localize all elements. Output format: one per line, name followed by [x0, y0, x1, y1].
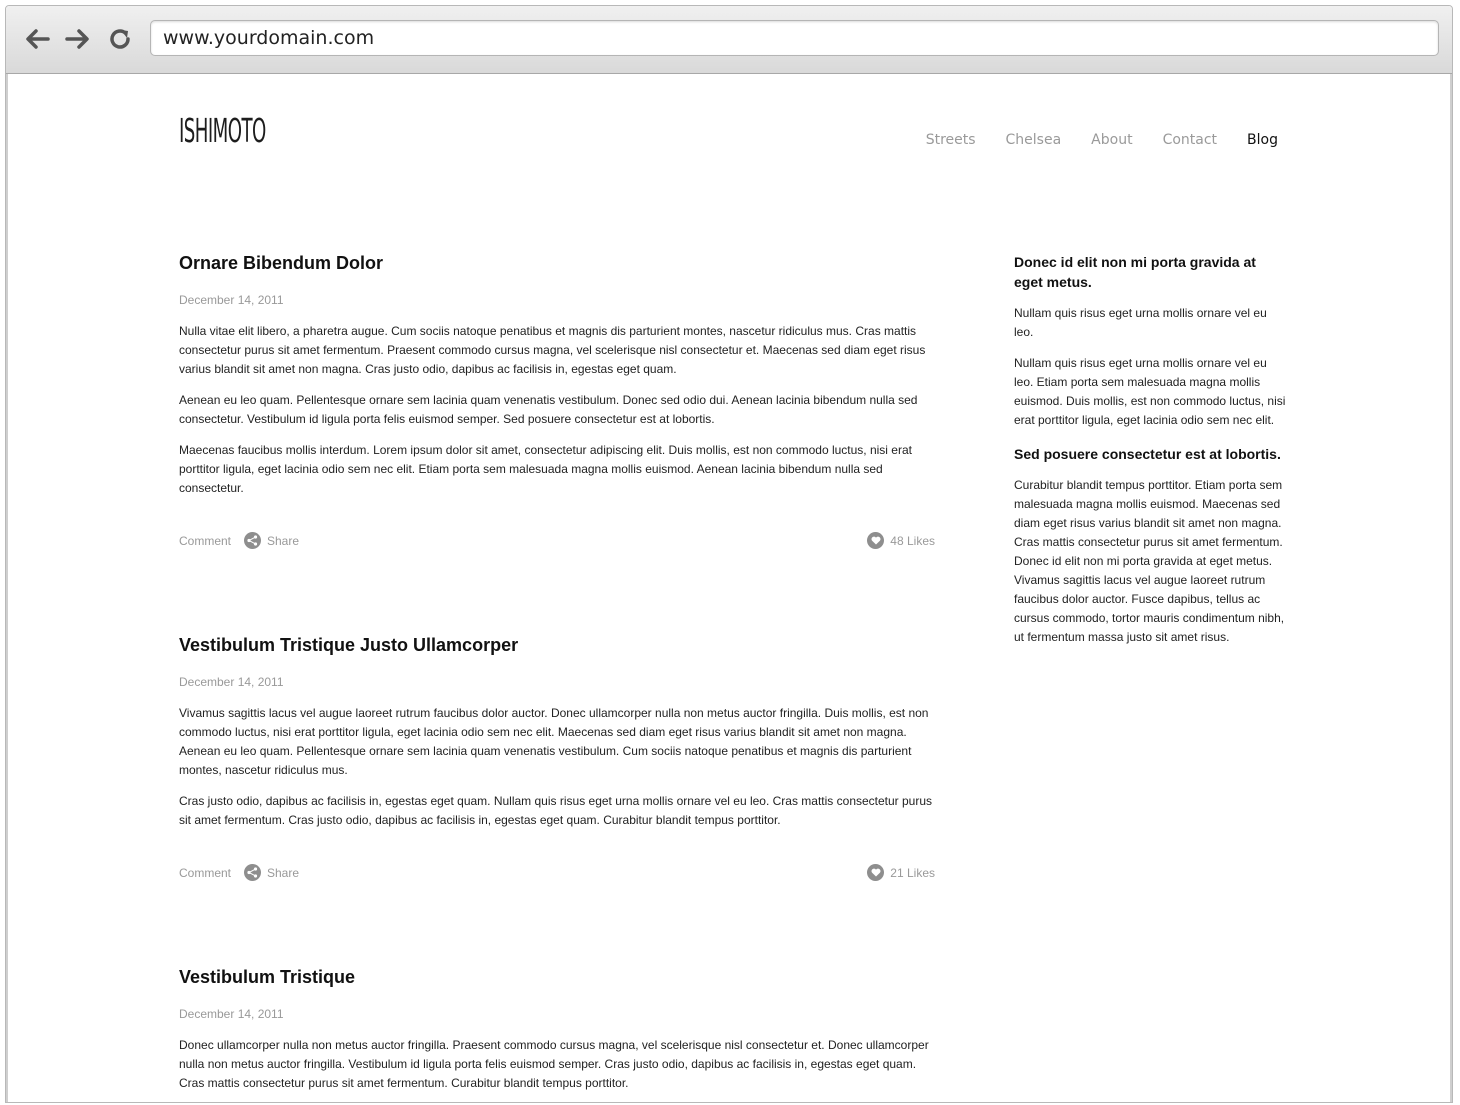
likes-count: 21 Likes — [890, 865, 935, 880]
share-label: Share — [267, 533, 300, 548]
post-paragraph: Donec ullamcorper nulla non metus auctor fringilla. Praesent commodo cursus magna, vel scelerisque nisl consectetur et. Donec ullamcorper nulla non metus auctor fringilla. Vestibulum id ligula porta felis euismod semper. Cras justo odio, dapibus ac facilisis in, egestas eget quam. Cras mattis consectetur purus sit amet fermentum. Curabitur blandit tempus porttitor. — [179, 1038, 929, 1090]
sidebar-paragraph: Nullam quis risus eget urna mollis ornare vel eu leo. Etiam porta sem malesuada magna mollis euismod. Duis mollis, est non commodo luctus, nisi erat porttitor ligula, eget lacinia odio sem nec elit. — [1014, 356, 1286, 427]
page-viewport — [6, 74, 1452, 1103]
post-date: December 14, 2011 — [179, 293, 284, 307]
comment-link[interactable]: Comment — [179, 866, 232, 880]
back-arrow-icon[interactable] — [22, 24, 52, 54]
nav-streets[interactable]: Streets — [925, 132, 976, 148]
sidebar-paragraph: Curabitur blandit tempus porttitor. Etiam porta sem malesuada magna mollis euismod. Maecenas sed diam eget risus varius blandit sit amet non magna. Cras mattis consectetur purus sit amet fermentum. Donec id elit non mi porta gravida at eget metus. Vivamus sagittis lacus vel augue laoreet rutrum faucibus dolor auctor. Fusce dapibus, tellus ac cursus commodo, tortor mauris condimentum nibh, ut fermentum massa justo sit amet risus. — [1014, 478, 1285, 644]
nav-contact[interactable]: Contact — [1162, 132, 1218, 148]
post-paragraph: Nulla vitae elit libero, a pharetra augue. Cum sociis natoque penatibus et magnis dis parturient montes, nascetur ridiculus mus. Cras mattis consectetur purus sit amet fermentum. Praesent commodo cursus magna, vel scelerisque nisl consectetur et. Maecenas sed diam eget risus varius blandit sit amet non magna. Cras justo odio, dapibus ac facilisis in, egestas eget quam. — [179, 324, 926, 376]
heart-icon — [867, 532, 884, 549]
sidebar-heading: Donec id elit non mi porta gravida at eget metus. — [1014, 254, 1256, 290]
browser-toolbar — [6, 6, 1452, 74]
site-nav — [896, 132, 1278, 148]
post-title[interactable]: Ornare Bibendum Dolor — [179, 253, 384, 273]
nav-blog[interactable]: Blog — [1247, 132, 1278, 148]
likes-count: 48 Likes — [890, 533, 935, 548]
post-paragraph: Aenean eu leo quam. Pellentesque ornare sem lacinia quam venenatis vestibulum. Donec sed odio dui. Aenean lacinia bibendum nulla sed consectetur. Vestibulum id ligula porta felis euismod semper. Sed posuere consectetur est at lobortis. — [179, 393, 918, 426]
forward-arrow-icon[interactable] — [63, 24, 93, 54]
url-text: www.yourdomain.com — [163, 27, 375, 49]
share-icon — [244, 864, 261, 881]
share-link[interactable] — [244, 532, 299, 549]
post-title[interactable]: Vestibulum Tristique Justo Ullamcorper — [179, 635, 519, 655]
likes-link[interactable] — [867, 864, 935, 881]
browser-window — [5, 5, 1453, 1103]
address-bar[interactable] — [150, 20, 1439, 56]
likes-link[interactable] — [867, 532, 935, 549]
post-title[interactable]: Vestibulum Tristique — [179, 967, 356, 987]
reload-icon[interactable] — [105, 24, 135, 54]
post-footer — [179, 532, 935, 552]
site-logo[interactable]: ISHIMOTO — [179, 111, 266, 150]
post-footer — [179, 864, 935, 884]
sidebar-heading: Sed posuere consectetur est at lobortis. — [1014, 446, 1281, 462]
sidebar — [1014, 252, 1286, 647]
sidebar-paragraph: Nullam quis risus eget urna mollis ornare vel eu leo. — [1014, 306, 1267, 339]
post-paragraph: Vivamus sagittis lacus vel augue laoreet rutrum faucibus dolor auctor. Donec ullamcorper nulla non metus auctor fringilla. Duis mollis, est non commodo luctus, nisi erat porttitor ligula, eget lacinia odio sem nec elit. Maecenas sed diam eget risus varius blandit sit amet non magna. Aenean eu leo quam. Pellentesque ornare sem lacinia quam venenatis vestibulum. Cum sociis natoque penatibus et magnis dis parturient montes, nascetur ridiculus mus. — [179, 706, 929, 777]
nav-about[interactable]: About — [1091, 132, 1133, 148]
blog-post — [179, 634, 935, 884]
comment-link[interactable]: Comment — [179, 534, 232, 548]
nav-chelsea[interactable]: Chelsea — [1005, 132, 1062, 148]
share-icon — [244, 532, 261, 549]
post-date: December 14, 2011 — [179, 675, 284, 689]
blog-post — [179, 966, 935, 1093]
share-label: Share — [267, 865, 300, 880]
share-link[interactable] — [244, 864, 299, 881]
post-paragraph: Maecenas faucibus mollis interdum. Lorem ipsum dolor sit amet, consectetur adipiscing elit. Duis mollis, est non commodo luctus, nisi erat porttitor ligula, eget lacinia odio sem nec elit. Etiam porta sem malesuada magna mollis euismod. Aenean lacinia bibendum nulla sed consectetur. — [179, 443, 912, 495]
post-paragraph: Cras justo odio, dapibus ac facilisis in, egestas eget quam. Nullam quis risus eget urna mollis ornare vel eu leo. Cras mattis consectetur purus sit amet fermentum. Cras justo odio, dapibus ac facilisis in, egestas eget quam. Curabitur blandit tempus porttitor. — [179, 794, 933, 827]
post-date: December 14, 2011 — [179, 1007, 284, 1021]
blog-posts — [179, 252, 935, 1093]
heart-icon — [867, 864, 884, 881]
blog-post — [179, 252, 935, 552]
